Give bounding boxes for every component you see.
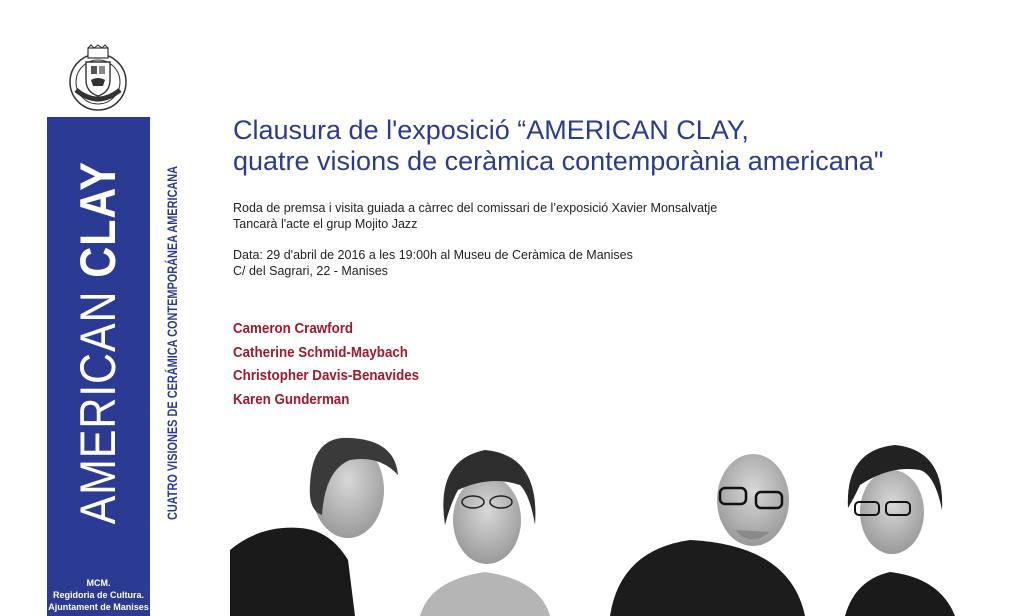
info-line: Roda de premsa i visita guiada a càrrec del comissari de l’exposició Xavier Monsalvatje bbox=[233, 201, 718, 215]
portrait-4 bbox=[845, 445, 955, 616]
title-line-2: quatre visions de ceràmica contemporània americana" bbox=[233, 146, 884, 176]
credit-line: Regidoria de Cultura. bbox=[52, 590, 144, 600]
vertical-title-clay: CLAY bbox=[70, 161, 126, 278]
title-line-1: Clausura de l'exposició “AMERICAN CLAY, bbox=[233, 115, 749, 145]
date-line: Data: 29 d'abril de 2016 a les 19:00h al Museu de Ceràmica de Manises bbox=[233, 248, 633, 262]
info-line: Tancarà l'acte el grup Mojito Jazz bbox=[233, 217, 418, 231]
artist-portraits bbox=[230, 430, 1024, 616]
portrait-1 bbox=[230, 438, 398, 616]
vertical-title-american: AMERICAN bbox=[70, 277, 126, 525]
event-details bbox=[233, 247, 633, 279]
municipal-coat-of-arms-icon bbox=[64, 44, 132, 112]
credit-line: MCM. bbox=[86, 578, 111, 588]
portrait-3 bbox=[610, 454, 805, 616]
address-line: C/ del Sagrari, 22 - Manises bbox=[233, 264, 388, 278]
page-title bbox=[233, 115, 1013, 177]
credit-block bbox=[47, 577, 150, 613]
credit-line: Ajuntament de Manises bbox=[48, 602, 149, 612]
artist-name: Karen Gunderman bbox=[233, 391, 350, 408]
vertical-title bbox=[58, 153, 138, 533]
portrait-2 bbox=[420, 450, 550, 616]
side-subtitle bbox=[163, 153, 181, 533]
artist-name: Catherine Schmid-Maybach bbox=[233, 344, 408, 361]
event-description bbox=[233, 200, 717, 232]
side-subtitle-text: CUATRO VISIONES DE CERÁMICA CONTEMPORÁNEA AMERICANA bbox=[164, 165, 180, 521]
artist-list bbox=[233, 318, 435, 412]
artist-name: Christopher Davis-Benavides bbox=[233, 368, 420, 384]
artist-name: Cameron Crawford bbox=[233, 321, 354, 337]
